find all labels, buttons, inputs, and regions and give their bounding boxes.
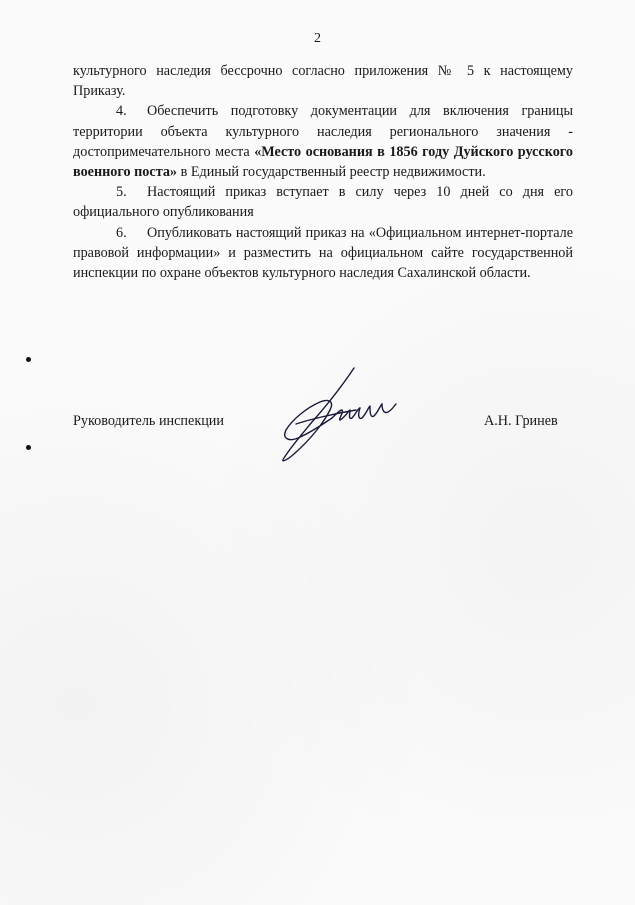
paragraph-item-6 bbox=[73, 223, 573, 284]
paragraph-number: 5. bbox=[116, 184, 127, 201]
paragraph-text: культурного наследия бессрочно согласно приложения № 5 к настоящему Приказу. bbox=[73, 63, 573, 100]
signatory-name: А.Н. Гринев bbox=[484, 413, 558, 429]
paragraph-item-5 bbox=[73, 182, 573, 222]
paragraph-number: 4. bbox=[116, 103, 127, 120]
punch-hole-mark bbox=[26, 445, 31, 450]
page-number: 2 bbox=[314, 31, 321, 46]
paragraph-text-end: в Единый государственный реестр недвижимости. bbox=[177, 164, 486, 181]
paragraph-text: Опубликовать настоящий приказ на «Официальном интернет-портале правовой информации» и разместить на официальном сайте государственной инспекции по охране объектов культурного наследия Сахалинской области. bbox=[73, 224, 573, 282]
signatory-position: Руководитель инспекции bbox=[73, 413, 224, 429]
paragraph-number: 6. bbox=[116, 224, 127, 241]
paragraph-text: Настоящий приказ вступает в силу через 10 дней со дня его официального опубликования bbox=[73, 184, 573, 221]
paragraph-continuation bbox=[73, 61, 573, 101]
paragraph-bold-title: «Место основания в 1856 году Дуйского русского военного поста» bbox=[73, 143, 573, 181]
handwritten-signature bbox=[272, 364, 400, 464]
paragraph-text: Обеспечить подготовку документации для включения границы территории объекта культурного наследия регионального значения - достопримечательного места bbox=[73, 103, 573, 160]
document-body bbox=[73, 61, 573, 283]
punch-hole-mark bbox=[26, 357, 31, 362]
paragraph-item-4 bbox=[73, 101, 573, 182]
